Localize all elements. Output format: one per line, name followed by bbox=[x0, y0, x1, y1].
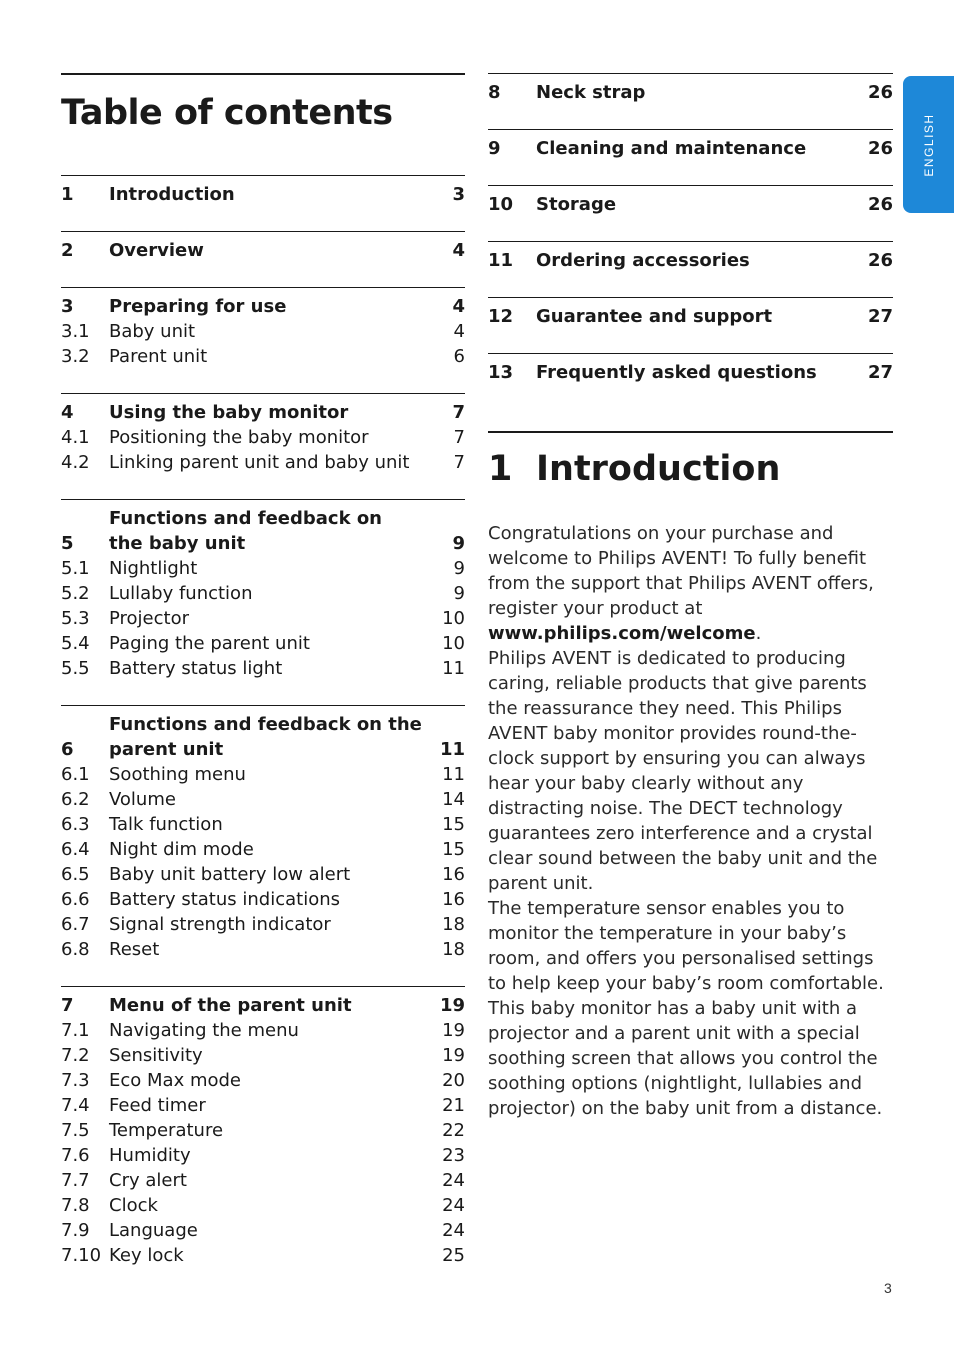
toc-entry-label-line: Preparing for use bbox=[109, 296, 287, 317]
toc-entry-page: 7 bbox=[453, 427, 465, 448]
toc-entry-label bbox=[536, 192, 863, 217]
toc-entry-page: 4 bbox=[453, 321, 465, 342]
toc-section bbox=[488, 185, 893, 241]
toc-entry-label bbox=[536, 248, 863, 273]
toc-entry-label bbox=[109, 912, 435, 937]
toc-entry-page: 15 bbox=[442, 839, 465, 860]
toc-entry-label bbox=[109, 1068, 435, 1093]
toc-entry-label bbox=[109, 787, 435, 812]
toc-entry-label bbox=[109, 1218, 435, 1243]
intro-body bbox=[488, 521, 893, 1121]
toc-entry-label bbox=[109, 762, 435, 787]
toc-entry-number: 4.2 bbox=[61, 452, 90, 473]
toc-entry-label bbox=[109, 656, 435, 681]
toc-entry-label-line: Cleaning and maintenance bbox=[536, 138, 807, 159]
toc-entry-label bbox=[109, 319, 435, 344]
toc-entry-page: 26 bbox=[867, 250, 893, 271]
registration-url[interactable]: www.philips.com/welcome bbox=[488, 623, 756, 644]
intro-p1-text: Congratulations on your purchase and welcome to Philips AVENT! To fully benefit from the support that Philips AVENT offers, register your product at bbox=[488, 523, 874, 619]
toc-entry-label bbox=[109, 712, 435, 762]
toc-entry-label-line: Linking parent unit and baby unit bbox=[109, 452, 410, 473]
toc-subsection-entry[interactable] bbox=[61, 581, 465, 606]
toc-entry-label bbox=[109, 1043, 435, 1068]
toc-entry-label bbox=[536, 136, 863, 161]
toc-subsection-entry[interactable] bbox=[61, 1118, 465, 1143]
toc-entry-page: 24 bbox=[442, 1195, 465, 1216]
toc-entry-label-line: Eco Max mode bbox=[109, 1070, 241, 1091]
toc-entry-label bbox=[109, 631, 435, 656]
toc-entry-label bbox=[109, 1193, 435, 1218]
toc-entry-label-line: Humidity bbox=[109, 1145, 191, 1166]
toc-section bbox=[61, 287, 465, 393]
toc-subsection-entry[interactable] bbox=[61, 812, 465, 837]
toc-left-column bbox=[61, 73, 465, 1292]
toc-entry-label bbox=[109, 450, 435, 475]
toc-entry-page: 4 bbox=[452, 240, 465, 261]
toc-title: Table of contents bbox=[61, 93, 393, 133]
toc-entry-label-line: Feed timer bbox=[109, 1095, 206, 1116]
toc-entry-number: 7.6 bbox=[61, 1145, 90, 1166]
toc-entry-label bbox=[536, 304, 863, 329]
toc-entry-number: 6.3 bbox=[61, 814, 90, 835]
toc-entry-number: 8 bbox=[488, 82, 501, 103]
toc-entry-label-line: Night dim mode bbox=[109, 839, 254, 860]
toc-entry-label-line: Baby unit battery low alert bbox=[109, 864, 351, 885]
toc-entry-number: 4.1 bbox=[61, 427, 90, 448]
toc-chapter-entry[interactable] bbox=[488, 248, 893, 273]
toc-section bbox=[61, 986, 465, 1292]
toc-entry-number: 3 bbox=[61, 296, 74, 317]
toc-entry-page: 4 bbox=[452, 296, 465, 317]
toc-entry-label bbox=[109, 1093, 435, 1118]
toc-subsection-entry[interactable] bbox=[61, 762, 465, 787]
toc-entry-page: 11 bbox=[442, 764, 465, 785]
toc-entry-label-line: Positioning the baby monitor bbox=[109, 427, 369, 448]
toc-entry-number: 6.8 bbox=[61, 939, 90, 960]
intro-title: Introduction bbox=[536, 449, 781, 489]
toc-entry-number: 10 bbox=[488, 194, 514, 215]
toc-entry-number: 7.3 bbox=[61, 1070, 90, 1091]
toc-entry-label bbox=[109, 182, 435, 207]
toc-subsection-entry[interactable] bbox=[61, 1043, 465, 1068]
toc-entry-page: 10 bbox=[442, 633, 465, 654]
toc-section bbox=[61, 393, 465, 499]
toc-chapter-entry[interactable] bbox=[61, 294, 465, 319]
toc-entry-label-line: Soothing menu bbox=[109, 764, 246, 785]
toc-entry-label bbox=[109, 862, 435, 887]
toc-subsection-entry[interactable] bbox=[61, 1068, 465, 1093]
toc-subsection-entry[interactable] bbox=[61, 425, 465, 450]
language-tab-label: ENGLISH bbox=[921, 112, 936, 177]
toc-entry-page: 7 bbox=[452, 402, 465, 423]
toc-chapter-entry[interactable] bbox=[488, 80, 893, 105]
toc-entry-label-line: Functions and feedback on bbox=[109, 508, 382, 529]
toc-entry-label bbox=[109, 606, 435, 631]
toc-entry-number: 7 bbox=[61, 995, 74, 1016]
language-tab bbox=[903, 76, 954, 213]
toc-entry-label-line: Battery status indications bbox=[109, 889, 340, 910]
toc-entry-label bbox=[536, 80, 863, 105]
toc-subsection-entry[interactable] bbox=[61, 606, 465, 631]
toc-entry-label-line: Storage bbox=[536, 194, 617, 215]
toc-entry-label-line: Projector bbox=[109, 608, 189, 629]
toc-entry-page: 21 bbox=[442, 1095, 465, 1116]
toc-section bbox=[61, 175, 465, 231]
toc-entry-label-line: Overview bbox=[109, 240, 204, 261]
toc-entry-label-line: Functions and feedback on the bbox=[109, 714, 422, 735]
toc-entry-label-line: Volume bbox=[109, 789, 176, 810]
toc-subsection-entry[interactable] bbox=[61, 862, 465, 887]
toc-entry-page: 18 bbox=[442, 939, 465, 960]
toc-entry-label-line: Lullaby function bbox=[109, 583, 253, 604]
toc-entry-label bbox=[109, 425, 435, 450]
toc-entry-label bbox=[109, 1118, 435, 1143]
toc-subsection-entry[interactable] bbox=[61, 887, 465, 912]
toc-entry-label-line: Baby unit bbox=[109, 321, 196, 342]
toc-section bbox=[61, 231, 465, 287]
toc-subsection-entry[interactable] bbox=[61, 1143, 465, 1168]
toc-entry-number: 7.8 bbox=[61, 1195, 90, 1216]
toc-chapter-entry[interactable] bbox=[488, 304, 893, 329]
toc-entry-page: 9 bbox=[453, 558, 465, 579]
toc-subsection-entry[interactable] bbox=[61, 1018, 465, 1043]
toc-entry-number: 7.1 bbox=[61, 1020, 90, 1041]
toc-entry-number: 5.2 bbox=[61, 583, 90, 604]
intro-paragraph-1 bbox=[488, 521, 893, 646]
toc-entry-label bbox=[109, 993, 435, 1018]
toc-entry-number: 6 bbox=[61, 739, 74, 760]
toc-entry-label bbox=[536, 360, 863, 385]
toc-entry-number: 5.4 bbox=[61, 633, 90, 654]
toc-entry-label-line: Temperature bbox=[109, 1120, 224, 1141]
toc-right-sections bbox=[488, 73, 893, 409]
toc-entry-page: 26 bbox=[867, 194, 893, 215]
toc-entry-page: 27 bbox=[867, 306, 893, 327]
toc-entry-number: 7.10 bbox=[61, 1245, 102, 1266]
toc-entry-label-line: Menu of the parent unit bbox=[109, 995, 352, 1016]
toc-subsection-entry[interactable] bbox=[61, 556, 465, 581]
toc-chapter-entry[interactable] bbox=[488, 136, 893, 161]
toc-entry-page: 26 bbox=[867, 82, 893, 103]
toc-entry-label-line: the baby unit bbox=[109, 533, 246, 554]
toc-entry-page: 15 bbox=[442, 814, 465, 835]
toc-chapter-entry[interactable] bbox=[61, 400, 465, 425]
toc-entry-page: 10 bbox=[442, 608, 465, 629]
toc-entry-number: 7.7 bbox=[61, 1170, 90, 1191]
toc-subsection-entry[interactable] bbox=[61, 837, 465, 862]
toc-entry-page: 24 bbox=[442, 1170, 465, 1191]
toc-entry-number: 3.2 bbox=[61, 346, 90, 367]
toc-entry-number: 6.4 bbox=[61, 839, 90, 860]
toc-entry-label bbox=[109, 581, 435, 606]
intro-paragraph-2: Philips AVENT is dedicated to producing caring, reliable products that give parents the reassurance they need. This Philips AVENT baby monitor provides round-the-clock support by ensuring you can always hear your baby clearly without any distracting noise. The DECT technology guarantees zero interference and a crystal clear sound between the baby unit and the parent unit. bbox=[488, 648, 878, 894]
toc-entry-page: 25 bbox=[442, 1245, 465, 1266]
toc-subsection-entry[interactable] bbox=[61, 450, 465, 475]
toc-entry-label-line: Parent unit bbox=[109, 346, 208, 367]
toc-subsection-entry[interactable] bbox=[61, 1168, 465, 1193]
toc-subsection-entry[interactable] bbox=[61, 656, 465, 681]
toc-subsection-entry[interactable] bbox=[61, 1193, 465, 1218]
toc-subsection-entry[interactable] bbox=[61, 912, 465, 937]
toc-right-column bbox=[488, 73, 893, 1121]
toc-section bbox=[488, 129, 893, 185]
toc-subsection-entry[interactable] bbox=[61, 1093, 465, 1118]
toc-chapter-entry[interactable] bbox=[61, 993, 465, 1018]
toc-entry-label-line: Cry alert bbox=[109, 1170, 187, 1191]
toc-entry-label bbox=[109, 937, 435, 962]
toc-entry-label bbox=[109, 1168, 435, 1193]
toc-entry-label-line: Navigating the menu bbox=[109, 1020, 299, 1041]
toc-entry-label bbox=[109, 1243, 435, 1268]
toc-entry-label-line: Introduction bbox=[109, 184, 235, 205]
toc-entry-label-line: Language bbox=[109, 1220, 198, 1241]
toc-entry-label-line: Talk function bbox=[109, 814, 223, 835]
toc-subsection-entry[interactable] bbox=[61, 1243, 465, 1268]
toc-entry-label-line: Neck strap bbox=[536, 82, 646, 103]
toc-entry-label bbox=[109, 812, 435, 837]
toc-entry-label-line: Frequently asked questions bbox=[536, 362, 817, 383]
toc-entry-label-line: Key lock bbox=[109, 1245, 184, 1266]
toc-section bbox=[488, 73, 893, 129]
toc-entry-page: 16 bbox=[442, 864, 465, 885]
toc-entry-label-line: Nightlight bbox=[109, 558, 198, 579]
toc-section bbox=[61, 705, 465, 986]
toc-chapter-entry[interactable] bbox=[61, 506, 465, 556]
toc-entry-page: 20 bbox=[442, 1070, 465, 1091]
toc-chapter-entry[interactable] bbox=[488, 192, 893, 217]
toc-entry-number: 5.1 bbox=[61, 558, 90, 579]
toc-entry-label bbox=[109, 837, 435, 862]
toc-entry-page: 9 bbox=[452, 533, 465, 554]
toc-entry-page: 18 bbox=[442, 914, 465, 935]
toc-entry-label bbox=[109, 400, 435, 425]
intro-heading bbox=[488, 431, 893, 491]
toc-entry-number: 2 bbox=[61, 240, 74, 261]
toc-entry-number: 6.7 bbox=[61, 914, 90, 935]
toc-entry-label bbox=[109, 238, 435, 263]
toc-entry-number: 12 bbox=[488, 306, 514, 327]
toc-entry-number: 6.6 bbox=[61, 889, 90, 910]
toc-entry-label-line: Ordering accessories bbox=[536, 250, 750, 271]
toc-chapter-entry[interactable] bbox=[61, 238, 465, 263]
toc-entry-label-line: Reset bbox=[109, 939, 160, 960]
toc-entry-number: 6.1 bbox=[61, 764, 90, 785]
toc-entry-page: 23 bbox=[442, 1145, 465, 1166]
toc-entry-number: 13 bbox=[488, 362, 514, 383]
toc-entry-page: 14 bbox=[442, 789, 465, 810]
toc-entry-page: 7 bbox=[453, 452, 465, 473]
toc-subsection-entry[interactable] bbox=[61, 344, 465, 369]
toc-entry-label-line: parent unit bbox=[109, 739, 224, 760]
toc-entry-number: 7.9 bbox=[61, 1220, 90, 1241]
toc-chapter-entry[interactable] bbox=[61, 182, 465, 207]
toc-section bbox=[61, 499, 465, 705]
toc-entry-page: 16 bbox=[442, 889, 465, 910]
toc-entry-page: 11 bbox=[439, 739, 465, 760]
toc-entry-number: 1 bbox=[61, 184, 74, 205]
intro-paragraph-4: This baby monitor has a baby unit with a projector and a parent unit with a special soothing screen that allows you control the soothing options (nightlight, lullabies and projector) on the baby unit from a distance. bbox=[488, 998, 883, 1119]
toc-entry-label-line: Paging the parent unit bbox=[109, 633, 310, 654]
toc-entry-page: 3 bbox=[452, 184, 465, 205]
toc-entry-page: 26 bbox=[867, 138, 893, 159]
page-number: 3 bbox=[884, 1280, 892, 1296]
toc-entry-page: 19 bbox=[439, 995, 465, 1016]
toc-entry-number: 5.3 bbox=[61, 608, 90, 629]
toc-entry-page: 22 bbox=[442, 1120, 465, 1141]
toc-left-sections bbox=[61, 175, 465, 1292]
toc-entry-number: 9 bbox=[488, 138, 501, 159]
toc-entry-label bbox=[109, 294, 435, 319]
toc-entry-page: 6 bbox=[453, 346, 465, 367]
toc-entry-label bbox=[109, 556, 435, 581]
toc-entry-label-line: Using the baby monitor bbox=[109, 402, 349, 423]
toc-subsection-entry[interactable] bbox=[61, 631, 465, 656]
toc-entry-number: 7.2 bbox=[61, 1045, 90, 1066]
toc-section bbox=[488, 241, 893, 297]
toc-entry-label-line: Signal strength indicator bbox=[109, 914, 331, 935]
toc-subsection-entry[interactable] bbox=[61, 1218, 465, 1243]
toc-entry-label bbox=[109, 887, 435, 912]
toc-entry-number: 6.2 bbox=[61, 789, 90, 810]
intro-p1-end: . bbox=[755, 623, 762, 644]
toc-entry-number: 6.5 bbox=[61, 864, 90, 885]
toc-entry-number: 7.4 bbox=[61, 1095, 90, 1116]
toc-entry-page: 27 bbox=[867, 362, 893, 383]
intro-paragraph-3: The temperature sensor enables you to monitor the temperature in your baby’s room, and offers you personalised settings to help keep your baby’s room comfortable. bbox=[488, 898, 884, 994]
toc-subsection-entry[interactable] bbox=[61, 319, 465, 344]
top-rule bbox=[61, 73, 465, 75]
toc-entry-label-line: Sensitivity bbox=[109, 1045, 203, 1066]
toc-entry-page: 9 bbox=[453, 583, 465, 604]
toc-section bbox=[488, 353, 893, 409]
toc-subsection-entry[interactable] bbox=[61, 787, 465, 812]
toc-entry-label-line: Clock bbox=[109, 1195, 158, 1216]
intro-number: 1 bbox=[488, 449, 513, 489]
toc-subsection-entry[interactable] bbox=[61, 937, 465, 962]
toc-section bbox=[488, 297, 893, 353]
toc-entry-number: 5.5 bbox=[61, 658, 90, 679]
toc-entry-number: 7.5 bbox=[61, 1120, 90, 1141]
toc-entry-number: 4 bbox=[61, 402, 74, 423]
toc-entry-label bbox=[109, 344, 435, 369]
toc-entry-page: 24 bbox=[442, 1220, 465, 1241]
toc-entry-number: 3.1 bbox=[61, 321, 90, 342]
toc-entry-label bbox=[109, 506, 435, 556]
toc-entry-page: 11 bbox=[442, 658, 465, 679]
toc-entry-label-line: Battery status light bbox=[109, 658, 283, 679]
toc-chapter-entry[interactable] bbox=[488, 360, 893, 385]
toc-entry-label bbox=[109, 1143, 435, 1168]
toc-entry-label-line: Guarantee and support bbox=[536, 306, 773, 327]
toc-entry-number: 5 bbox=[61, 533, 74, 554]
toc-entry-page: 19 bbox=[442, 1045, 465, 1066]
toc-entry-page: 19 bbox=[442, 1020, 465, 1041]
toc-entry-label bbox=[109, 1018, 435, 1043]
toc-chapter-entry[interactable] bbox=[61, 712, 465, 762]
toc-entry-number: 11 bbox=[488, 250, 514, 271]
